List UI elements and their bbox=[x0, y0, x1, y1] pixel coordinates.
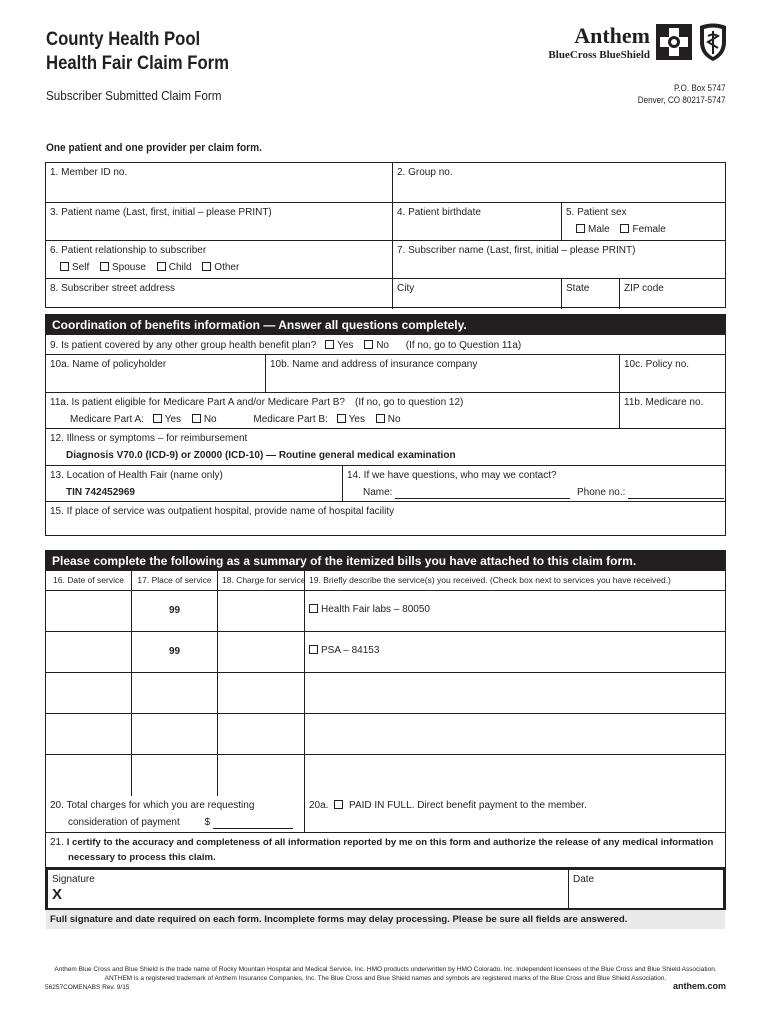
q9-field: 9. Is patient covered by any other group health benefit plan? Yes No (If no, go to Question 11a) bbox=[50, 340, 522, 351]
date-of-service-input[interactable] bbox=[46, 673, 131, 713]
signature-field[interactable]: Signature X bbox=[48, 870, 568, 908]
row-q12 bbox=[46, 429, 725, 466]
logo-word: Anthem bbox=[574, 23, 650, 48]
q9-no-checkbox[interactable] bbox=[364, 340, 373, 349]
tin-text: TIN 742452969 bbox=[66, 487, 135, 498]
charge-input[interactable] bbox=[217, 632, 304, 672]
hospital-facility-field[interactable]: 15. If place of service was outpatient hospital, provide name of hospital facility bbox=[50, 506, 395, 517]
service-description[interactable] bbox=[304, 673, 725, 713]
date-of-service-input[interactable] bbox=[46, 632, 131, 672]
charge-input[interactable] bbox=[217, 591, 304, 631]
row-q20 bbox=[46, 796, 725, 833]
q9-yes-checkbox[interactable] bbox=[325, 340, 334, 349]
row-q13-14 bbox=[46, 466, 725, 502]
contact-phone-label: Phone no.: bbox=[577, 487, 626, 498]
street-address-field[interactable]: 8. Subscriber street address bbox=[50, 283, 176, 294]
legal-footnote bbox=[45, 965, 726, 983]
footnote-line-2: ANTHEM is a registered trademark of Anthem Insurance Companies, Inc. The Blue Cross and Blue Shield names and symbols are registered marks of the Blue Cross and Blue Shield Association. bbox=[104, 975, 667, 982]
address-line-1: P.O. Box 5747 bbox=[674, 83, 726, 93]
col-date-of-service: 16. Date of service bbox=[53, 575, 124, 585]
summary-header: Please complete the following as a summary of the itemized bills you have attached to this claim form. bbox=[46, 551, 725, 571]
address-line-2: Denver, CO 80217-5747 bbox=[638, 95, 726, 105]
date-of-service-input[interactable] bbox=[46, 591, 131, 631]
blue-cross-icon bbox=[656, 24, 692, 60]
table-row bbox=[46, 714, 725, 755]
total-charges-input[interactable] bbox=[213, 817, 293, 829]
q9-note: (If no, go to Question 11a) bbox=[405, 340, 522, 351]
row-address bbox=[46, 279, 725, 309]
place-of-service-input[interactable] bbox=[131, 632, 217, 672]
insurance-company-field[interactable]: 10b. Name and address of insurance company bbox=[265, 355, 619, 392]
part-b-no-checkbox[interactable] bbox=[376, 414, 385, 423]
contact-phone-input[interactable] bbox=[628, 487, 724, 499]
paid-in-full-checkbox[interactable] bbox=[334, 800, 343, 809]
cob-header: Coordination of benefits information — Answer all questions completely. bbox=[46, 315, 725, 335]
male-label: Male bbox=[588, 224, 610, 235]
row-relationship bbox=[46, 241, 725, 279]
service-description[interactable] bbox=[304, 632, 725, 672]
service-description[interactable] bbox=[304, 755, 725, 796]
part-a-yes-checkbox[interactable] bbox=[153, 414, 162, 423]
title-line-1: County Health Pool bbox=[46, 29, 201, 50]
part-b-label: Medicare Part B: bbox=[253, 414, 328, 425]
service-description[interactable] bbox=[304, 591, 725, 631]
summary-columns bbox=[46, 571, 725, 591]
table-row bbox=[46, 673, 725, 714]
service-description[interactable] bbox=[304, 714, 725, 754]
place-of-service-value bbox=[136, 758, 213, 768]
male-checkbox[interactable] bbox=[576, 224, 585, 233]
patient-birthdate-field[interactable]: 4. Patient birthdate bbox=[392, 203, 561, 240]
table-row bbox=[46, 632, 725, 673]
relationship-field: 6. Patient relationship to subscriber Self Spouse Child Other bbox=[50, 245, 240, 273]
illness-field: 12. Illness or symptoms – for reimbursement Diagnosis V70.0 (ICD-9) or Z0000 (ICD-10) — Routine general medical examination bbox=[46, 429, 725, 465]
other-label: Other bbox=[214, 262, 240, 273]
summary-section bbox=[45, 550, 726, 925]
row-q11 bbox=[46, 393, 725, 429]
anthem-logo bbox=[510, 20, 728, 70]
place-of-service-input[interactable] bbox=[131, 673, 217, 713]
row-warning bbox=[46, 910, 725, 929]
diagnosis-text: Diagnosis V70.0 (ICD-9) or Z0000 (ICD-10) — Routine general medical examination bbox=[66, 450, 456, 461]
row-q15 bbox=[46, 502, 725, 523]
row-member-group bbox=[46, 163, 725, 203]
self-checkbox[interactable] bbox=[60, 262, 69, 271]
part-b-yes-checkbox[interactable] bbox=[337, 414, 346, 423]
service-checkbox[interactable] bbox=[309, 604, 318, 613]
other-checkbox[interactable] bbox=[202, 262, 211, 271]
table-row bbox=[46, 591, 725, 632]
self-label: Self bbox=[72, 262, 90, 273]
patient-info-section bbox=[45, 162, 726, 308]
city-field[interactable]: City bbox=[392, 279, 561, 309]
certification-text: 21. I certify to the accuracy and completeness of all information reported by me on this form and authorize the release of any medical information necessary to process this claim. bbox=[50, 837, 714, 863]
cob-section bbox=[45, 314, 726, 536]
place-of-service-value: 99 bbox=[168, 605, 181, 616]
patient-name-field[interactable]: 3. Patient name (Last, first, initial – please PRINT) bbox=[50, 207, 272, 218]
footnote-line-1: Anthem Blue Cross and Blue Shield is the trade name of Rocky Mountain Hospital and Medical Service, Inc. HMO products underwritten by HMO Colorado, Inc. Independent licensees of the Blue Cross and Blue Shield Association. bbox=[54, 966, 717, 973]
child-label: Child bbox=[168, 262, 192, 273]
medicare-no-field[interactable]: 11b. Medicare no. bbox=[619, 393, 725, 428]
patient-sex-field: 5. Patient sex Male Female bbox=[561, 203, 725, 240]
medicare-eligibility-field: 11a. Is patient eligible for Medicare Part A and/or Medicare Part B? (If no, go to question 12) Medicare Part A: Yes No Medicare Part B: Yes No bbox=[50, 397, 464, 425]
female-checkbox[interactable] bbox=[620, 224, 629, 233]
contact-name-input[interactable] bbox=[395, 487, 570, 499]
dollar-sign: $ bbox=[204, 817, 211, 828]
charge-input[interactable] bbox=[217, 673, 304, 713]
place-of-service-value bbox=[136, 717, 213, 727]
row-q9 bbox=[46, 335, 725, 355]
contact-field: 14. If we have questions, who may we contact? Name: Phone no.: bbox=[342, 466, 725, 501]
group-no-field[interactable]: 2. Group no. bbox=[392, 163, 725, 202]
spouse-label: Spouse bbox=[112, 262, 146, 273]
spouse-checkbox[interactable] bbox=[100, 262, 109, 271]
place-of-service-value bbox=[136, 676, 213, 686]
place-of-service-value: 99 bbox=[168, 646, 181, 657]
female-label: Female bbox=[632, 224, 666, 235]
health-fair-location-field: 13. Location of Health Fair (name only) TIN 742452969 bbox=[46, 466, 342, 501]
logo-subtext: BlueCross BlueShield bbox=[548, 49, 650, 61]
place-of-service-input[interactable] bbox=[131, 755, 217, 796]
form-code: 56257COMENABS Rev. 9/15 bbox=[45, 984, 130, 991]
date-of-service-input[interactable] bbox=[46, 755, 131, 796]
contact-name-label: Name: bbox=[363, 487, 393, 498]
total-charges-field: 20. Total charges for which you are requesting consideration of payment $ bbox=[46, 796, 304, 832]
place-of-service-input[interactable] bbox=[131, 591, 217, 631]
child-checkbox[interactable] bbox=[157, 262, 166, 271]
col-place-of-service: 17. Place of service bbox=[131, 571, 217, 590]
service-label: PSA – 84153 bbox=[321, 645, 380, 656]
blue-shield-icon bbox=[698, 22, 728, 62]
subscriber-name-field[interactable]: 7. Subscriber name (Last, first, initial – please PRINT) bbox=[392, 241, 725, 278]
title-line-2: Health Fair Claim Form bbox=[46, 53, 230, 74]
part-a-no-checkbox[interactable] bbox=[192, 414, 201, 423]
mailing-address bbox=[638, 82, 726, 106]
row-q21 bbox=[46, 833, 725, 868]
policyholder-field[interactable]: 10a. Name of policyholder bbox=[50, 359, 167, 370]
date-field[interactable]: Date bbox=[568, 870, 723, 908]
date-of-service-input[interactable] bbox=[46, 714, 131, 754]
form-title bbox=[46, 28, 229, 76]
state-field[interactable]: State bbox=[561, 279, 619, 309]
zip-field[interactable]: ZIP code bbox=[619, 279, 725, 309]
charge-input[interactable] bbox=[217, 714, 304, 754]
service-label: Health Fair labs – 80050 bbox=[321, 604, 430, 615]
service-checkbox[interactable] bbox=[309, 645, 318, 654]
place-of-service-input[interactable] bbox=[131, 714, 217, 754]
row-patient bbox=[46, 203, 725, 241]
warning-text: Full signature and date required on each form. Incomplete forms may delay processing. Please be sure all fields are answered. bbox=[50, 914, 628, 925]
row-q10 bbox=[46, 355, 725, 393]
part-a-label: Medicare Part A: bbox=[70, 414, 144, 425]
table-row bbox=[46, 755, 725, 796]
website-link[interactable]: anthem.com bbox=[672, 981, 726, 991]
col-charge-for-service: 18. Charge for service bbox=[217, 571, 304, 590]
col-service-description: 19. Briefly describe the service(s) you received. (Check box next to services you have received.) bbox=[304, 571, 725, 590]
row-signature bbox=[46, 868, 725, 910]
member-id-field[interactable]: 1. Member ID no. bbox=[50, 167, 128, 178]
signature-x: X bbox=[52, 886, 63, 903]
form-instructions: One patient and one provider per claim form. bbox=[46, 142, 262, 154]
charge-input[interactable] bbox=[217, 755, 304, 796]
form-subtitle: Subscriber Submitted Claim Form bbox=[46, 88, 222, 103]
paid-in-full-field: 20a. PAID IN FULL. Direct benefit payment to the member. bbox=[304, 796, 725, 832]
policy-no-field[interactable]: 10c. Policy no. bbox=[619, 355, 725, 392]
